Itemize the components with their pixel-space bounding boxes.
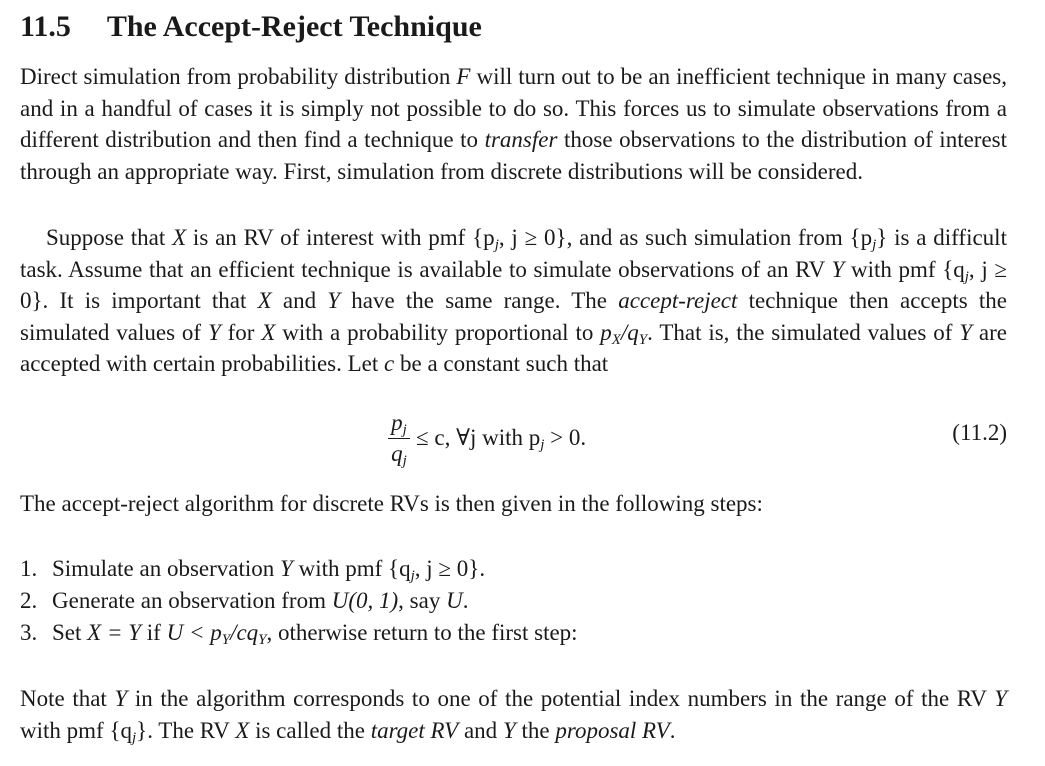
equation-11-2 (20, 398, 1007, 478)
list-item: 1. Simulate an observation Y with pmf {$q_j$, j ≥ 0}. (20, 556, 486, 584)
equation-rhs: ≤ c, ∀j with $p_j > 0$. (416, 425, 587, 453)
section-title: The Accept-Reject Technique (106, 10, 482, 43)
section-number: 11.5 (20, 10, 71, 43)
equation-label: (11.2) (952, 420, 1007, 445)
paragraph-suppose: Suppose that X is an RV of interest with pmf {$p_j$, j ≥ 0}, and as such simulation from $\{p_j\}$ is a difficult task. Assume that an efficient technique is available to simulate observations of an RV Y with pmf {$q_j$, j ≥ 0}. It is important that X and Y have the same range. The accept-reject technique then accepts the simulated values of Y for X with a probability proportional to $p_X/q_Y$. That is, the simulated values of Y are accepted with certain probabilities. Let c be a constant such that (20, 225, 1007, 376)
ratio-expr: $p_X/q_Y$ (600, 319, 648, 348)
list-item: 2. Generate an observation from U(0, 1), say U. (20, 588, 469, 613)
set-p-expr: $\{p_j\}$ (849, 225, 888, 253)
equation-fraction: $\frac{p_j}{q_j}$ (388, 410, 410, 467)
pmf-p-expr: {$p_j$, j ≥ 0} (472, 225, 567, 253)
algorithm-steps (20, 553, 1007, 649)
pmf-q-expr: {$q_j$, j ≥ 0} (20, 256, 1007, 313)
paragraph-note: Note that Y in the algorithm corresponds to one of the potential index numbers in the range of the RV Y with pmf $\{q_j\}$. The RV X is called the target RV and Y the proposal RV. (20, 686, 1007, 746)
section-heading (20, 10, 482, 44)
equation-body (388, 398, 586, 478)
list-item: 3. Set X = Y if $U < p_Y/cq_Y$, otherwise return to the first step: (20, 620, 578, 648)
paragraph-algorithm-intro: The accept-reject algorithm for discrete RVs is then given in the following steps: (20, 491, 763, 516)
paragraph-intro: Direct simulation from probability distribution F will turn out to be an inefficient technique in many cases, and in a handful of cases it is simply not possible to do so. This forces us to simulate observations from a different distribution and then find a technique to transfer those observations to the distribution of interest through an appropriate way. First, simulation from discrete distributions will be considered. (20, 64, 1008, 184)
